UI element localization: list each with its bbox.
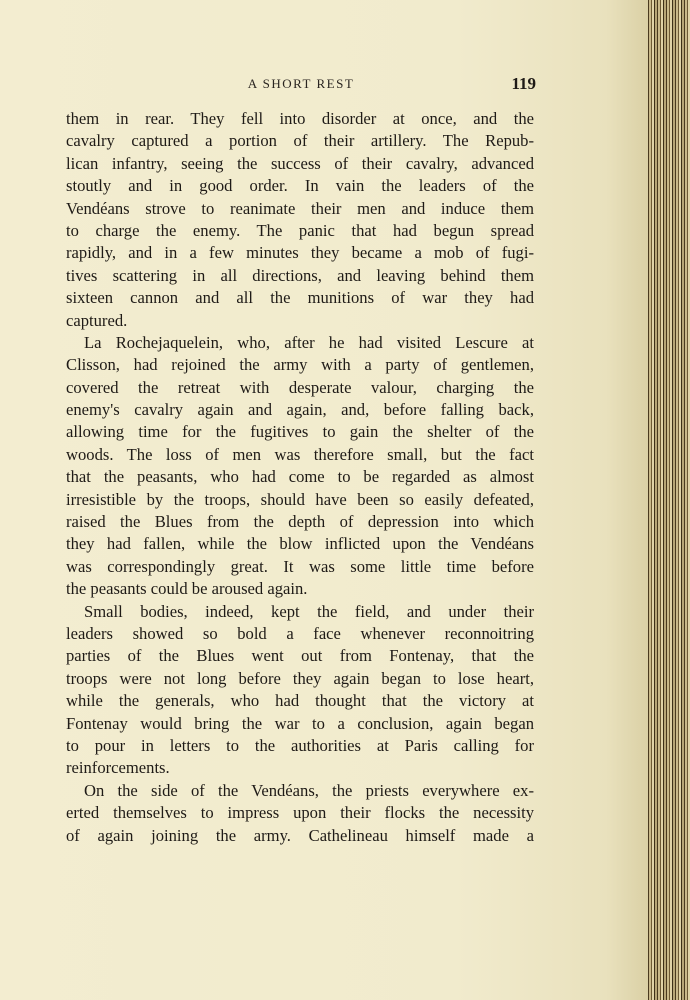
- text-line: troops were not long before they again began to lose heart,: [66, 668, 534, 688]
- text-line: leaders showed so bold a face whenever reconnoitring: [66, 623, 534, 643]
- text-line: was correspondingly great. It was some little time before: [66, 556, 534, 576]
- text-line: of again joining the army. Cathelineau himself made a: [66, 825, 534, 845]
- text-line: captured.: [66, 310, 128, 330]
- paragraph: [66, 780, 534, 847]
- paragraph: [66, 601, 534, 780]
- book-page-edges: [648, 0, 690, 1000]
- text-line: stoutly and in good order. In vain the leaders of the: [66, 176, 534, 196]
- body-text: [66, 108, 534, 847]
- running-title: A SHORT REST: [247, 76, 355, 91]
- text-line: erted themselves to impress upon their flocks the necessity: [66, 803, 534, 823]
- text-line: to charge the enemy. The panic that had begun spread: [66, 220, 534, 240]
- text-line: raised the Blues from the depth of depression into which: [66, 512, 534, 532]
- text-line: lican infantry, seeing the success of their cavalry, advanced: [66, 153, 534, 173]
- text-line: that the peasants, who had come to be regarded as almost: [66, 467, 534, 487]
- text-line: tives scattering in all directions, and leaving behind them: [66, 265, 534, 285]
- text-line: La Rochejaquelein, who, after he had visited Lescure at: [84, 332, 534, 352]
- text-line: sixteen cannon and all the munitions of war they had: [66, 288, 534, 308]
- text-line: reinforcements.: [66, 758, 170, 778]
- text-line: On the side of the Vendéans, the priests everywhere ex-: [84, 780, 534, 800]
- text-line: cavalry captured a portion of their artillery. The Repub-: [66, 131, 534, 151]
- text-line: Small bodies, indeed, kept the field, and under their: [84, 601, 534, 621]
- text-line: Clisson, had rejoined the army with a party of gentlemen,: [66, 355, 534, 375]
- paragraph: [66, 332, 534, 601]
- text-line: they had fallen, while the blow inflicted upon the Vendéans: [66, 534, 534, 554]
- text-line: Fontenay would bring the war to a conclusion, again began: [66, 713, 534, 733]
- text-line: while the generals, who had thought that the victory at: [66, 691, 534, 711]
- text-line: rapidly, and in a few minutes they became a mob of fugi-: [66, 243, 534, 263]
- text-line: woods. The loss of men was therefore small, but the fact: [66, 444, 534, 464]
- paragraph: [66, 108, 534, 332]
- running-head: [66, 74, 536, 96]
- text-line: allowing time for the fugitives to gain the shelter of the: [66, 422, 534, 442]
- text-line: enemy's cavalry again and again, and, before falling back,: [66, 400, 534, 420]
- text-line: parties of the Blues went out from Fontenay, that the: [66, 646, 534, 666]
- text-line: Vendéans strove to reanimate their men and induce them: [66, 198, 534, 218]
- text-line: irresistible by the troops, should have been so easily defeated,: [66, 489, 534, 509]
- text-line: them in rear. They fell into disorder at once, and the: [66, 109, 534, 128]
- text-line: to pour in letters to the authorities at Paris calling for: [66, 735, 534, 755]
- text-line: covered the retreat with desperate valour, charging the: [66, 377, 534, 397]
- page-number: 119: [511, 74, 536, 93]
- text-line: the peasants could be aroused again.: [66, 579, 308, 599]
